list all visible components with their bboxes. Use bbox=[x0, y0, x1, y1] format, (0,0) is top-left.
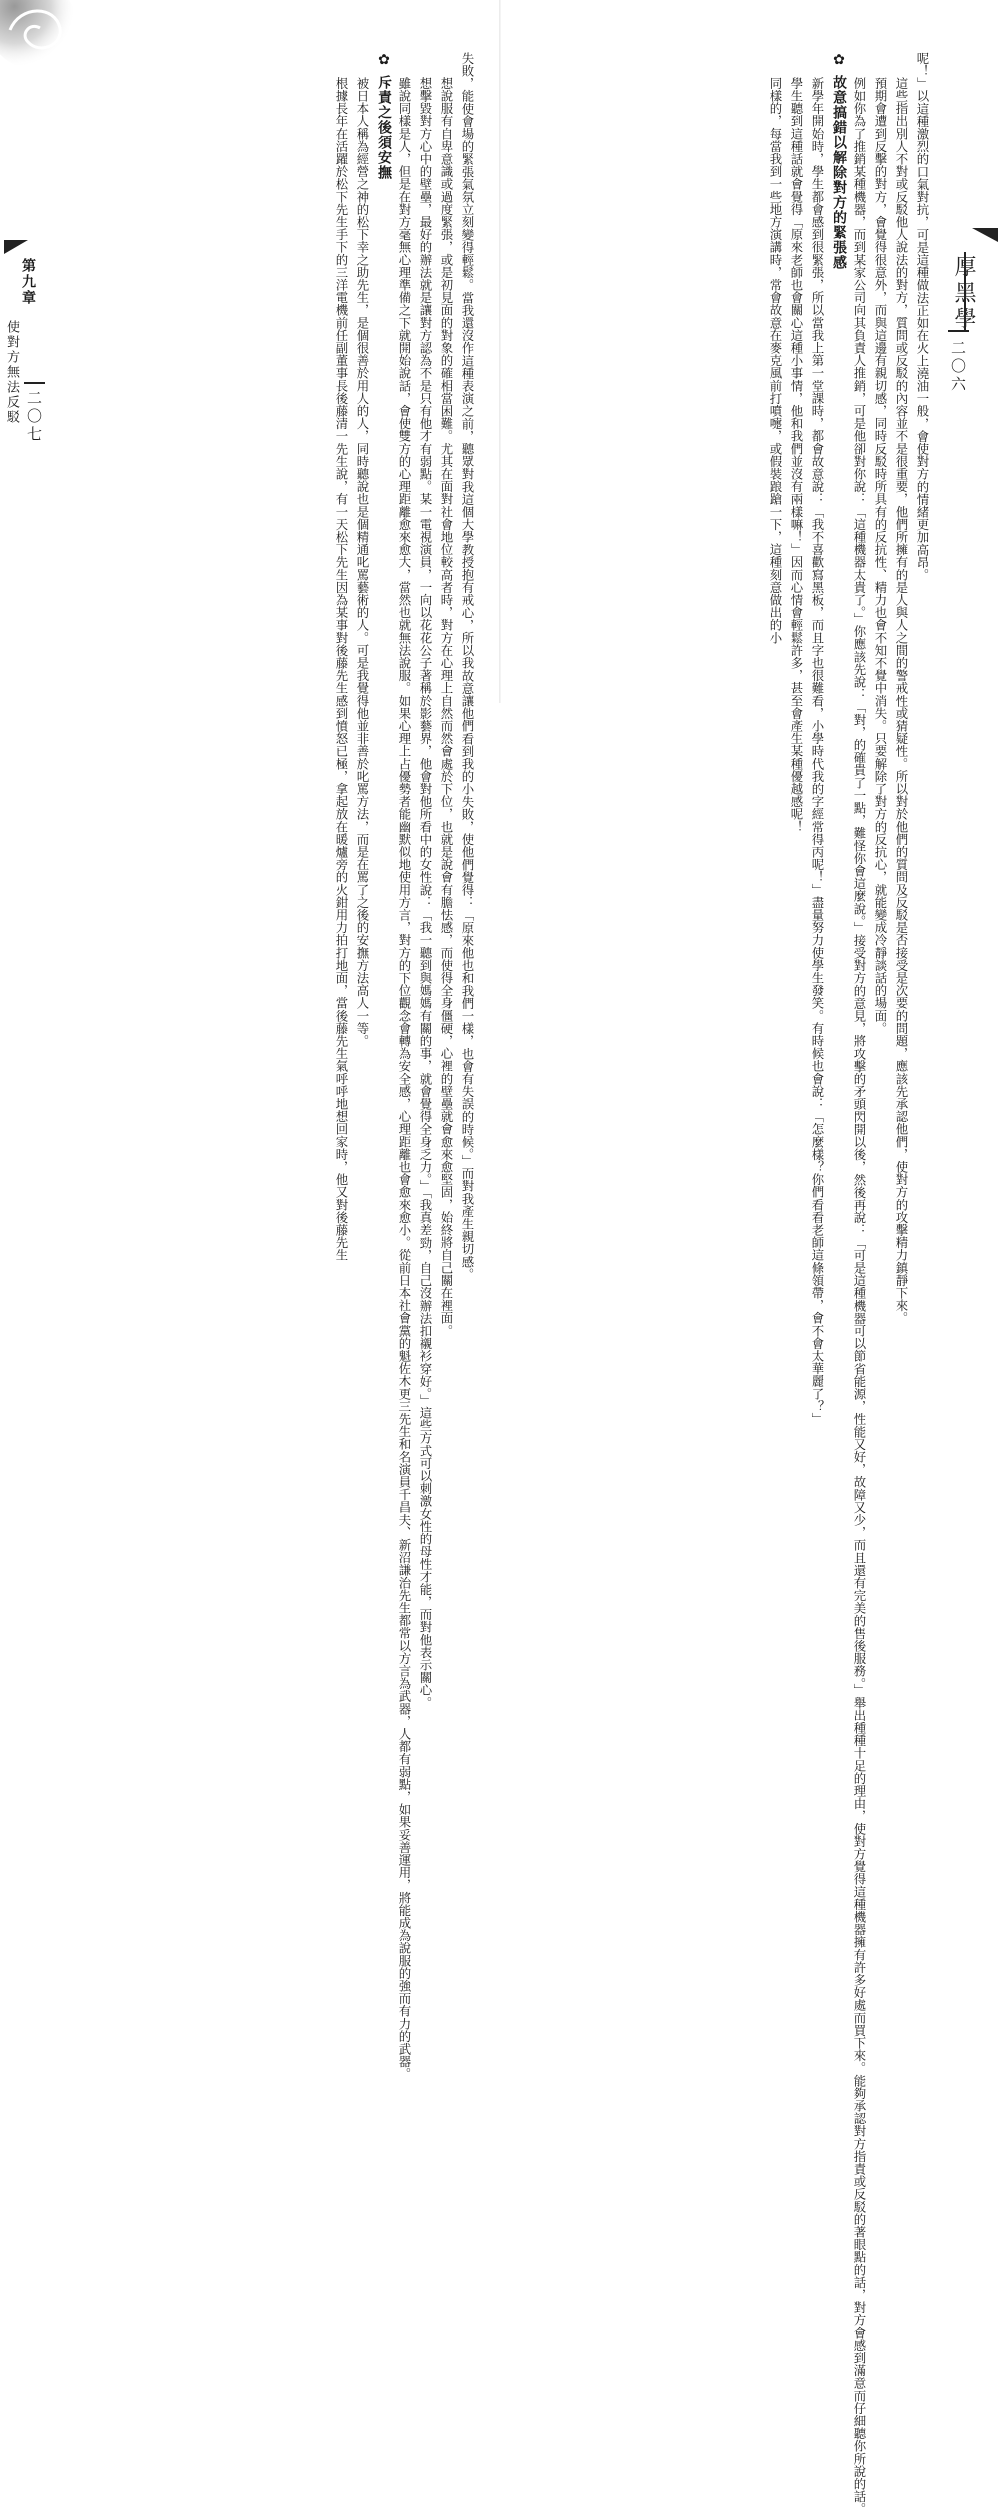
paragraph: 新學年開始時，學生都會感到很緊張，所以當我上第一堂課時，都會故意說：「我不喜歡寫黑板，而且字也很難看，小學時代我的字經常得丙呢！」盡量努力使學生發笑。有時候也會說：「怎麼樣？你們看看老師這條領帶，會不會太華麗了？」 bbox=[810, 76, 825, 1425]
book-title: 厚黑學 bbox=[951, 255, 976, 333]
paragraph: 同樣的，每當我到一些地方演講時，常會故意在麥克風前打噴嚏，或假裝踉蹌一下，這種刻意做出的小 bbox=[768, 76, 783, 644]
right-page-body bbox=[528, 52, 933, 2515]
paragraph: 例如你為了推銷某種機器，而到某家公司向其負責人推銷，可是他卻對你說：「這種機器太貴了。」你應該先說：「對，的確貴了一點，難怪你會這麼說。」接受對方的意見，將攻擊的矛頭閃開以後，然後再說：「可是這種機器可以節省能源，性能又好，故障又少，而且還有完美的售後服務。」舉出種種十足的理由，使對方覺得這種機器擁有許多好處而買下來。能夠承認對方指責或反駁的著眼點的話，對方會感到滿意而仔細聽你所說的話。 bbox=[852, 76, 867, 2515]
right-page-number: 二〇六 bbox=[948, 330, 969, 394]
flower-ornament-icon: ✿ bbox=[376, 52, 392, 69]
left-header-arrow-icon bbox=[4, 240, 28, 254]
flower-ornament-icon: ✿ bbox=[831, 52, 847, 69]
paragraph: 被日本人稱為經營之神的松下幸之助先生，是個很善於用人的人，同時聽說也是個精通叱罵藝術的人。可是我覺得他並非善於叱罵方法，而是在罵了之後的安撫方法高人一等。 bbox=[355, 76, 370, 1047]
chapter-label: 第九章 bbox=[20, 258, 36, 306]
paragraph: 想說服有自卑意識或過度緊張，或是初見面的對象的確相當困難。尤其在面對社會地位較高者時，對方在心理上自然而然會處於下位，也就是說會有膽怯感，而使得全身僵硬，心裡的壁壘就會愈來愈堅固，始終將自己關在裡面。 bbox=[439, 76, 454, 1337]
left-page-body bbox=[58, 52, 478, 2081]
paragraph: 失敗，能使會場的緊張氣氛立刻變得輕鬆。當我還沒作這種表演之前，聽眾對我這個大學教授抱有戒心，所以我故意讓他們看到我的小失敗，使他們覺得：「原來他也和我們一樣，也會有失誤的時候。」而對我產生親切感。 bbox=[460, 52, 475, 1281]
paragraph: 雖說同樣是人，但是在對方毫無心理準備之下就開始說話，會使雙方的心理距離愈來愈大，當然也就無法說服。如果心理上占優勢者能幽默似地使用方言，對方的下位觀念會轉為安全感，心理距離也會愈來愈小。從前日本社會黨的魁佐木更三先生和名演員千昌夫、新沼謙治先生都常以方言為武器，人都有弱點，如果妥善運用，將能成為說服的強而有力的武器。 bbox=[397, 76, 412, 2081]
paragraph: 呢！」以這種激烈的口氣對抗，可是這種做法正如在火上澆油一般，會使對方的情緒更加高昂。 bbox=[915, 52, 930, 582]
paragraph: 這些指出別人不對或反駁他人說法的對方，質問或反駁的內容並不是很重要，他們所擁有的是人與人之間的警戒性或猜疑性。所以對於他們的質問及反駁是否接受是次要的問題，應該先承認他們，使對方的攻擊精力鎮靜下來。 bbox=[894, 76, 909, 1325]
chapter-title: 使對方無法反駁 bbox=[4, 320, 19, 425]
paragraph: 預期會遭到反擊的對方，會覺得很意外，而與這邊有親切感，同時反駁時所具有的反抗性、精力也會不知不覺中消失。只要解除了對方的反抗心，就能變成冷靜談話的場面。 bbox=[873, 76, 888, 1035]
section-heading: ✿故意搞錯以解除對方的緊張感 bbox=[828, 52, 849, 674]
paragraph: 想擊毀對方心中的壁壘，最好的辦法就是讓對方認為不是只有他才有弱點。某一電視演員，一向以花花公子著稱於影藝界，他會對他所看中的女性說：「我一聽到與媽媽有關的事，就會覺得全身乏力。」「我真差勁，自己沒辦法扣襯衫穿好。」這些方式可以刺激女性的母性才能，而對他表示關心。 bbox=[418, 76, 433, 1709]
paragraph: 根據長年在活躍於松下先生手下的三洋電機前任副董事長後藤清一先生說，有一天松下先生因為某事對後藤先生感到憤怒已極，拿起放在暖爐旁的火鉗用力拍打地面，當後藤先生氣呼呼地想回家時，他又對後藤先生 bbox=[334, 76, 349, 1262]
left-page-number: 二〇七 bbox=[24, 382, 45, 444]
right-header-arrow-icon bbox=[972, 228, 998, 242]
section-heading: ✿斥責之後須安撫 bbox=[373, 52, 394, 674]
paragraph: 學生聽到這種話就會覺得「原來老師也會關心這種小事情，他和我們並沒有兩樣嘛！」因而心情會輕鬆許多，甚至會產生某種優越感呢！ bbox=[789, 76, 804, 833]
